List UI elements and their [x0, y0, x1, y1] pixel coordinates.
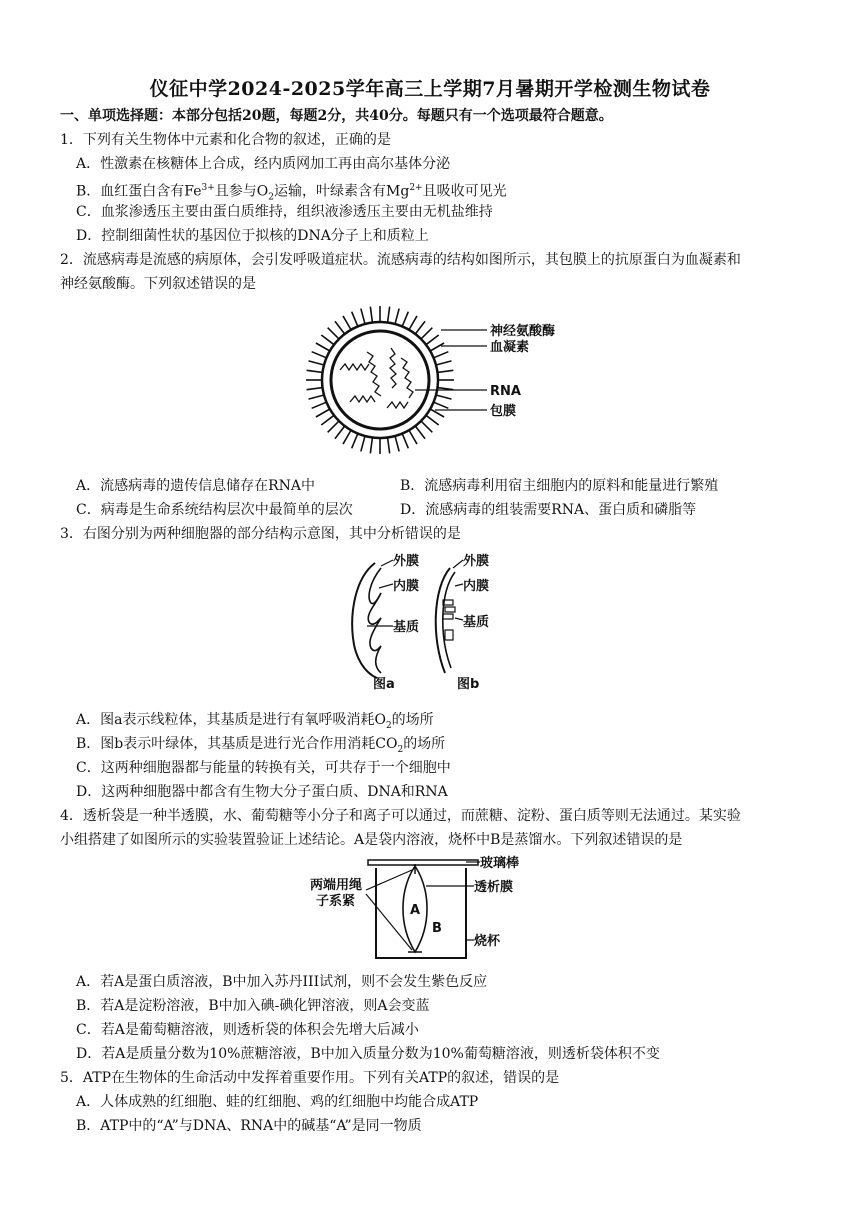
dialysis-apparatus-figure	[300, 854, 540, 966]
label-solution-b: B	[432, 921, 442, 936]
q1-option-c: C．血浆渗透压主要由蛋白质维持，组织液渗透压主要由无机盐维持	[76, 204, 493, 220]
fig-b-caption: 图b	[457, 677, 480, 692]
envelope-spike	[312, 402, 327, 408]
envelope-spike	[361, 309, 365, 324]
envelope-spike	[415, 321, 425, 334]
q4-option-c: C．若A是葡萄糖溶液，则透析袋的体积会先增大后减小	[76, 1022, 419, 1038]
envelope-spike	[307, 388, 323, 390]
fig-a-caption: 图a	[373, 677, 395, 692]
envelope-spike	[434, 402, 449, 408]
label-beaker: 烧杯	[474, 934, 501, 949]
envelope-spike	[309, 395, 324, 399]
envelope-spike	[335, 426, 345, 439]
q3-option-c: C．这两种细胞器都与能量的转换有关，可共存于一个细胞中	[76, 760, 451, 776]
envelope-spike	[343, 430, 351, 444]
q5-option-b: B．ATP中的“A”与DNA、RNA中的碱基“A”是同一物质	[76, 1118, 422, 1134]
envelope-spike	[361, 436, 365, 451]
q1-option-d: D．控制细菌性状的基因位于拟核的DNA分子上和质粒上	[76, 228, 429, 244]
q2-option-b: B．流感病毒利用宿主细胞内的原料和能量进行繁殖	[400, 478, 719, 494]
envelope-spike	[328, 421, 339, 432]
envelope-spike	[328, 328, 339, 339]
q4-option-d: D．若A是质量分数为10%蔗糖溶液，B中加入质量分数为10%葡萄糖溶液，则透析袋体积不变	[76, 1046, 660, 1062]
envelope-spike	[388, 307, 390, 323]
q2-option-a: A．流感病毒的遗传信息储存在RNA中	[76, 478, 316, 494]
q1-option-a: A．性激素在核糖体上合成，经内质网加工再由高尔基体分泌	[76, 156, 451, 172]
envelope-spike	[409, 316, 417, 330]
question-5-stem: 5．ATP在生物体的生命活动中发挥着重要作用。下列有关ATP的叙述，错误的是	[60, 1070, 560, 1086]
label-hemagglutinin: 血凝素	[490, 340, 530, 355]
envelope-spike	[370, 438, 372, 454]
fig-a-label-matrix: 基质	[393, 620, 420, 635]
envelope-spike	[402, 312, 408, 327]
influenza-virus-figure	[295, 300, 575, 460]
label-tied-ends: 两端用绳	[310, 878, 363, 893]
envelope-spike	[436, 361, 451, 365]
envelope-spike	[421, 421, 432, 432]
section-heading: 一、单项选择题：本部分包括20题，每题2分，共40分。每题只有一个选项最符合题意。	[60, 108, 613, 124]
q3-option-d: D．这两种细胞器中都含有生物大分子蛋白质、DNA和RNA	[76, 784, 448, 800]
label-dialysis-membrane: 透析膜	[474, 880, 514, 895]
label-tied-ends-cont: 子系紧	[316, 894, 356, 909]
envelope-spike	[321, 335, 334, 345]
envelope-spike	[402, 434, 408, 449]
envelope-spike	[409, 430, 417, 444]
envelope-spike	[434, 352, 449, 358]
envelope-spike	[316, 343, 330, 351]
envelope-spike	[430, 343, 444, 351]
q3-option-b: B．图b表示叶绿体，其基质是进行光合作用消耗$CO_2$的场所	[76, 736, 446, 755]
envelope-spike	[426, 335, 439, 345]
label-envelope: 包膜	[490, 404, 517, 419]
fig-b-label-inner: 内膜	[463, 579, 490, 594]
q2-option-c: C．病毒是生命系统结构层次中最简单的层次	[76, 502, 353, 518]
envelope-spike	[335, 321, 345, 334]
envelope-spike	[395, 436, 399, 451]
q5-option-a: A．人体成熟的红细胞、蛙的红细胞、鸡的红细胞中均能合成ATP	[76, 1094, 479, 1110]
envelope-spike	[395, 309, 399, 324]
envelope-spike	[309, 361, 324, 365]
page-title: 仪征中学2024-2025学年高三上学期7月暑期开学检测生物试卷	[149, 78, 711, 100]
fig-a-label-outer: 外膜	[393, 554, 420, 569]
fig-b-label-matrix: 基质	[463, 615, 490, 630]
envelope-spike	[312, 352, 327, 358]
envelope-spike	[352, 312, 358, 327]
fig-a-label-inner: 内膜	[393, 579, 420, 594]
q4-option-a: A．若A是蛋白质溶液，B中加入苏丹III试剂，则不会发生紫色反应	[76, 974, 488, 990]
envelope-spike	[352, 434, 358, 449]
envelope-spike	[436, 395, 451, 399]
envelope-spike	[438, 370, 454, 372]
envelope-spike	[421, 328, 432, 339]
envelope-spike	[307, 370, 323, 372]
envelope-spike	[438, 388, 454, 390]
envelope-spike	[415, 426, 425, 439]
label-solution-a: A	[410, 903, 421, 918]
label-neuraminidase: 神经氨酸酶	[490, 324, 556, 339]
envelope-spike	[370, 307, 372, 323]
envelope-spike	[321, 415, 334, 425]
label-rna: RNA	[490, 384, 521, 399]
organelle-figure	[345, 548, 515, 698]
envelope-spike	[426, 415, 439, 425]
question-4-stem: 4．透析袋是一种半透膜，水、葡萄糖等小分子和离子可以通过，而蔗糖、淀粉、蛋白质等则无法通过。某实验	[60, 808, 741, 824]
label-glass-rod: 玻璃棒	[480, 856, 520, 871]
envelope-spike	[343, 316, 351, 330]
question-2-stem: 2．流感病毒是流感的病原体，会引发呼吸道症状。流感病毒的结构如图所示，其包膜上的抗原蛋白为血凝素和	[60, 252, 741, 268]
q1-option-b: B．血红蛋白含有$Fe^{3+}$且参与$O_2$运输，叶绿素含有$Mg^{2+}$且吸收可见光	[76, 183, 507, 203]
question-1-stem: 1．下列有关生物体中元素和化合物的叙述，正确的是	[60, 132, 391, 148]
fig-b-label-outer: 外膜	[463, 554, 490, 569]
envelope-spike	[388, 438, 390, 454]
envelope-spike	[316, 409, 330, 417]
question-4-stem-cont: 小组搭建了如图所示的实验装置验证上述结论。A是袋内溶液，烧杯中B是蒸馏水。下列叙述错误的是	[60, 832, 683, 848]
q4-option-b: B．若A是淀粉溶液，B中加入碘-碘化钾溶液，则A会变蓝	[76, 998, 430, 1014]
question-3-stem: 3．右图分别为两种细胞器的部分结构示意图，其中分析错误的是	[60, 526, 461, 542]
q3-option-a: A．图a表示线粒体，其基质是进行有氧呼吸消耗$O_2$的场所	[76, 712, 434, 731]
q2-option-d: D．流感病毒的组装需要RNA、蛋白质和磷脂等	[400, 502, 697, 518]
question-2-stem-cont: 神经氨酸酶。下列叙述错误的是	[60, 276, 256, 292]
